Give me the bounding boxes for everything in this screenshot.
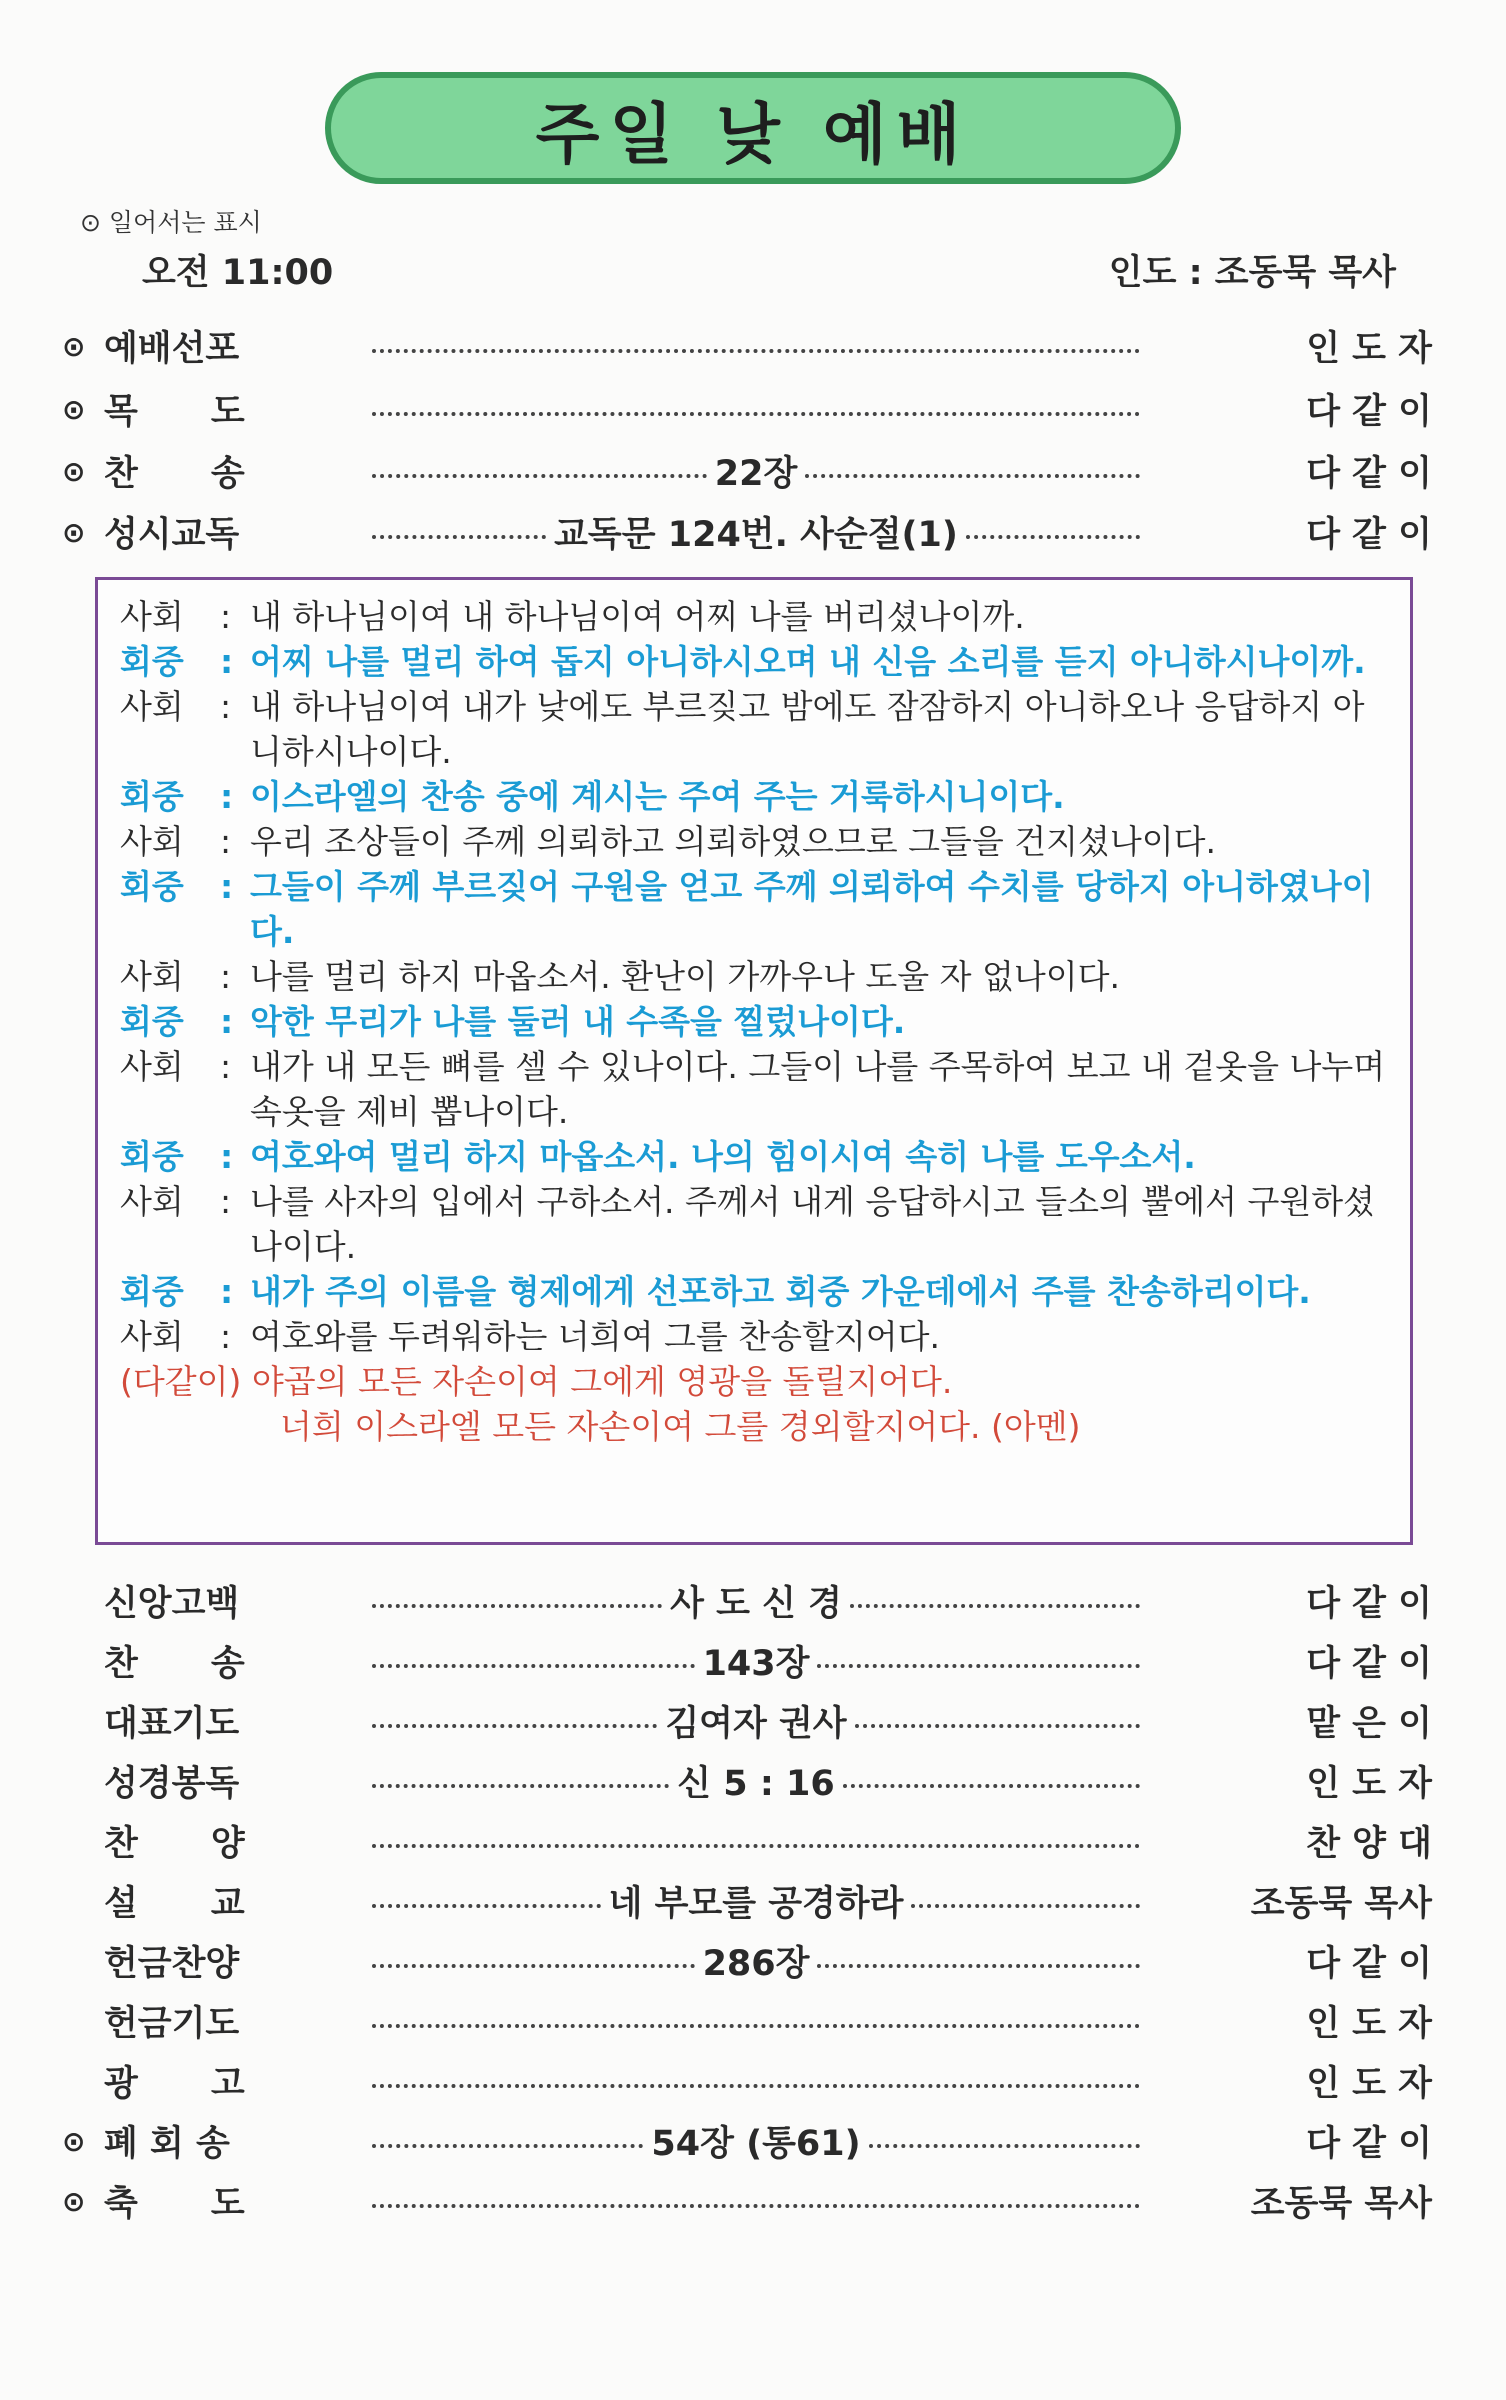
service-leader: 인도 : 조동묵 목사: [1108, 253, 1396, 293]
reading-text: 그들이 주께 부르짖어 구원을 얻고 주께 의뢰하여 수치를 당하지 아니하였나이다.: [250, 867, 1374, 951]
speaker-label: 회중: [120, 777, 184, 816]
reading-text: 나를 사자의 입에서 구하소서. 주께서 내게 응답하시고 들소의 뿔에서 구원하셨나이다.: [250, 1182, 1375, 1266]
order-item: 예배선포: [104, 329, 240, 369]
reading-line: 사회 : 내 하나님이여 내가 낮에도 부르짖고 밤에도 잠잠하지 아니하오나 응답하지 아니하시나이다.: [120, 684, 1392, 774]
order-item: 찬 송: [104, 1644, 245, 1684]
speaker-label: 사회: [120, 957, 184, 996]
order-row: [62, 1992, 1442, 2050]
speaker-label: 회중: [120, 867, 184, 906]
order-responsible: 찬 양 대: [1306, 1824, 1432, 1864]
reading-text: 내 하나님이여 내가 낮에도 부르짖고 밤에도 잠잠하지 아니하오나 응답하지 아니하시나이다.: [250, 687, 1365, 771]
reading-text: 우리 조상들이 주께 의뢰하고 의뢰하였으므로 그들을 건지셨나이다.: [250, 822, 1217, 861]
order-detail: 김여자 권사: [665, 1704, 847, 1744]
dot-leader: [372, 2014, 1140, 2028]
reading-text: 어찌 나를 멀리 하여 돕지 아니하시오며 내 신음 소리를 듣지 아니하시나이까.: [250, 642, 1366, 681]
order-item: 찬 송: [104, 454, 245, 494]
reading-line: 회중 : 여호와여 멀리 하지 마옵소서. 나의 힘이시여 속히 나를 도우소서.: [120, 1134, 1392, 1179]
order-row: [62, 1872, 1442, 1930]
order-item: 설 교: [104, 1884, 245, 1924]
reading-text: 내가 내 모든 뼈를 셀 수 있나이다. 그들이 나를 주목하여 보고 내 겉옷을 나누며 속옷을 제비 뽑나이다.: [250, 1047, 1386, 1131]
reading-line: 사회 : 우리 조상들이 주께 의뢰하고 의뢰하였으므로 그들을 건지셨나이다.: [120, 819, 1392, 864]
dot-leader: [372, 1756, 1140, 1806]
reading-line: 회중 : 이스라엘의 찬송 중에 계시는 주여 주는 거룩하시니이다.: [120, 774, 1392, 819]
reading-line: 회중 : 악한 무리가 나를 둘러 내 수족을 찔렀나이다.: [120, 999, 1392, 1044]
standing-mark: ⊙: [62, 329, 86, 363]
reading-text: 여호와를 두려워하는 너희여 그를 찬송할지어다.: [250, 1317, 941, 1356]
order-row: [62, 1632, 1442, 1690]
standing-mark: ⊙: [62, 392, 86, 426]
order-row: [62, 1692, 1442, 1750]
order-row: [62, 317, 1442, 375]
order-item: 찬 양: [104, 1824, 245, 1864]
dot-leader: [372, 1876, 1140, 1926]
order-row: [62, 1932, 1442, 1990]
order-row: [62, 1572, 1442, 1630]
order-responsible: 인 도 자: [1306, 1764, 1432, 1804]
order-responsible: 다 같 이: [1306, 392, 1432, 432]
order-detail: 22장: [714, 454, 798, 494]
reading-unison-line: (다같이) 야곱의 모든 자손이여 그에게 영광을 돌릴지어다.: [120, 1362, 953, 1401]
responsive-reading-box: [95, 577, 1413, 1545]
order-responsible: 인 도 자: [1306, 2004, 1432, 2044]
standing-mark: ⊙: [62, 515, 86, 549]
reading-line: 사회 : 여호와를 두려워하는 너희여 그를 찬송할지어다.: [120, 1314, 1392, 1359]
reading-text: 내 하나님이여 내 하나님이여 어찌 나를 버리셨나이까.: [250, 597, 1025, 636]
speaker-label: 회중: [120, 1002, 184, 1041]
order-responsible: 인 도 자: [1306, 329, 1432, 369]
dot-leader: [372, 446, 1140, 496]
order-item: 성경봉독: [104, 1764, 240, 1804]
dot-leader: [372, 2116, 1140, 2166]
order-item: 신앙고백: [104, 1584, 240, 1624]
speaker-label: 사회: [120, 1317, 184, 1356]
order-item: 대표기도: [104, 1704, 240, 1744]
order-responsible: 다 같 이: [1306, 515, 1432, 555]
order-responsible: 조동묵 목사: [1250, 2184, 1432, 2224]
standing-note: ⊙ 일어서는 표시: [80, 208, 262, 237]
order-item: 목 도: [104, 392, 245, 432]
dot-leader: [372, 1936, 1140, 1986]
order-detail: 143장: [702, 1644, 810, 1684]
reading-text: 악한 무리가 나를 둘러 내 수족을 찔렀나이다.: [250, 1002, 906, 1041]
reading-text: 이스라엘의 찬송 중에 계시는 주여 주는 거룩하시니이다.: [250, 777, 1065, 816]
reading-line: 사회 : 내가 내 모든 뼈를 셀 수 있나이다. 그들이 나를 주목하여 보고 내 겉옷을 나누며 속옷을 제비 뽑나이다.: [120, 1044, 1392, 1134]
reading-line: 사회 : 나를 사자의 입에서 구하소서. 주께서 내게 응답하시고 들소의 뿔에서 구원하셨나이다.: [120, 1179, 1392, 1269]
reading-line: 회중 : 내가 주의 이름을 형제에게 선포하고 회중 가운데에서 주를 찬송하리이다.: [120, 1269, 1392, 1314]
reading-unison-line: 너희 이스라엘 모든 자손이여 그를 경외할지어다. (아멘): [280, 1407, 1081, 1446]
reading-line: 사회 : 나를 멀리 하지 마옵소서. 환난이 가까우나 도울 자 없나이다.: [120, 954, 1392, 999]
speaker-label: 사회: [120, 597, 184, 636]
speaker-label: 사회: [120, 1182, 184, 1221]
order-row: [62, 442, 1442, 500]
order-item: 헌금찬양: [104, 1944, 240, 1984]
order-responsible: 다 같 이: [1306, 1944, 1432, 1984]
order-item: 성시교독: [104, 515, 240, 555]
title-banner: [325, 72, 1181, 184]
order-responsible: 조동묵 목사: [1250, 1884, 1432, 1924]
dot-leader: [372, 1834, 1140, 1848]
order-responsible: 다 같 이: [1306, 2124, 1432, 2164]
reading-line: 회중 : 어찌 나를 멀리 하여 돕지 아니하시오며 내 신음 소리를 듣지 아니하시나이까.: [120, 639, 1392, 684]
order-detail: 교독문 124번. 사순절(1): [554, 515, 958, 555]
order-responsible: 다 같 이: [1306, 1644, 1432, 1684]
dot-leader: [372, 2074, 1140, 2088]
dot-leader: [372, 1576, 1140, 1626]
reading-text: 여호와여 멀리 하지 마옵소서. 나의 힘이시여 속히 나를 도우소서.: [250, 1137, 1196, 1176]
order-detail: 286장: [702, 1944, 810, 1984]
order-detail: 54장 (통61): [651, 2124, 861, 2164]
reading-line: 회중 : 그들이 주께 부르짖어 구원을 얻고 주께 의뢰하여 수치를 당하지 아니하였나이다.: [120, 864, 1392, 954]
speaker-label: 사회: [120, 822, 184, 861]
reading-text: 내가 주의 이름을 형제에게 선포하고 회중 가운데에서 주를 찬송하리이다.: [250, 1272, 1311, 1311]
order-item: 축 도: [104, 2184, 245, 2224]
order-responsible: 다 같 이: [1306, 454, 1432, 494]
order-row: [62, 380, 1442, 438]
speaker-label: 회중: [120, 642, 184, 681]
speaker-label: 사회: [120, 1047, 184, 1086]
speaker-label: 회중: [120, 1137, 184, 1176]
speaker-label: 사회: [120, 687, 184, 726]
reading-line: 사회 : 내 하나님이여 내 하나님이여 어찌 나를 버리셨나이까.: [120, 594, 1392, 639]
order-row: [62, 1752, 1442, 1810]
order-detail: 신 5 : 16: [677, 1764, 835, 1804]
order-item: 폐 회 송: [104, 2124, 230, 2164]
dot-leader: [372, 402, 1140, 416]
order-detail: 사 도 신 경: [670, 1584, 842, 1624]
speaker-label: 회중: [120, 1272, 184, 1311]
order-responsible: 인 도 자: [1306, 2064, 1432, 2104]
order-item: 광 고: [104, 2064, 245, 2104]
order-row: [62, 2112, 1442, 2170]
dot-leader: [372, 339, 1140, 353]
order-row: [62, 2172, 1442, 2230]
dot-leader: [372, 1636, 1140, 1686]
standing-mark: ⊙: [62, 2124, 86, 2158]
order-item: 헌금기도: [104, 2004, 240, 2044]
order-row: [62, 2052, 1442, 2110]
order-responsible: 다 같 이: [1306, 1584, 1432, 1624]
dot-leader: [372, 2194, 1140, 2208]
dot-leader: [372, 507, 1140, 557]
dot-leader: [372, 1696, 1140, 1746]
service-time: 오전 11:00: [142, 253, 334, 293]
standing-mark: ⊙: [62, 454, 86, 488]
page-title: 주일 낮 예배: [535, 95, 971, 173]
standing-mark: ⊙: [62, 2184, 86, 2218]
order-row: [62, 1812, 1442, 1870]
reading-text: 나를 멀리 하지 마옵소서. 환난이 가까우나 도울 자 없나이다.: [250, 957, 1120, 996]
order-detail: 네 부모를 공경하라: [608, 1884, 904, 1924]
order-responsible: 맡 은 이: [1306, 1704, 1432, 1744]
order-row: [62, 503, 1442, 561]
